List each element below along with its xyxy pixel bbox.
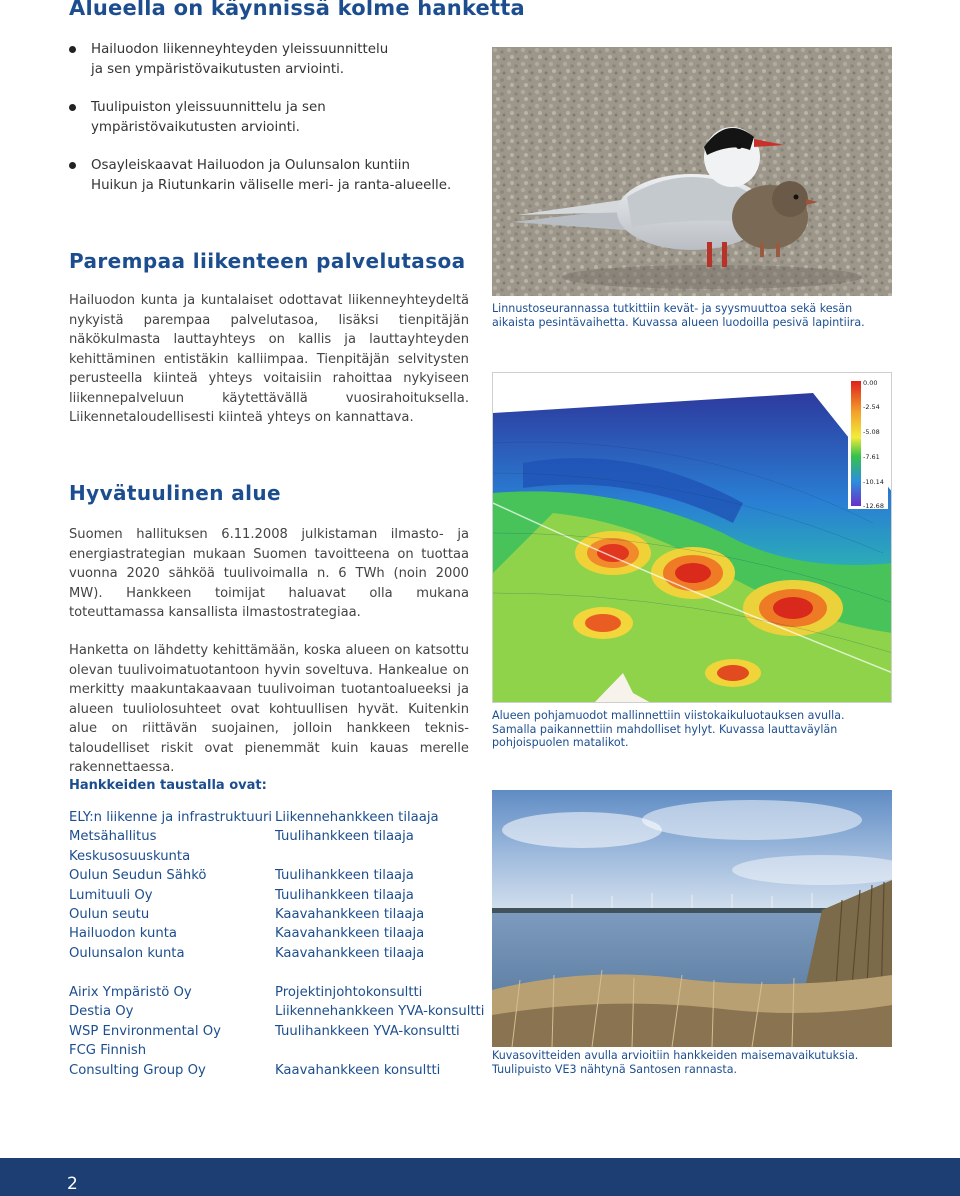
consultant-role-item: Kaavahankkeen konsultti <box>275 1062 441 1078</box>
legend-tick-label: -12.68 <box>863 502 884 510</box>
role-item: Kaavahankkeen tilaaja <box>275 945 425 961</box>
background-heading: Hankkeiden taustalla ovat: <box>69 778 267 793</box>
list-item: Hailuodon liikenneyhteyden yleissuunnittelu ja sen ympäristövaikutusten arviointi. <box>69 40 469 80</box>
tern-photo <box>492 47 892 296</box>
role-item: Kaavahankkeen tilaaja <box>275 906 425 922</box>
terrain-model-image <box>492 372 892 703</box>
legend-tick-label: -7.61 <box>863 453 880 461</box>
page-number: 2 <box>67 1174 78 1194</box>
consultant-role-list <box>275 983 484 1080</box>
shore-caption: Kuvasovitteiden avulla arvioitiin hankkeiden maisemavaikutuksia. Tuulipuisto VE3 nähtynä Santosen rannasta. <box>492 1049 859 1076</box>
consultant-role-item: Projektinjohtokonsultti <box>275 985 423 1000</box>
role-item: Kaavahankkeen tilaaja <box>275 926 425 942</box>
consultant-list <box>69 983 221 1080</box>
organization-item: Oulunsalon kunta <box>69 945 185 961</box>
consultant-item: Consulting Group Oy <box>69 1062 206 1078</box>
organization-item: Oulun seutu <box>69 906 150 922</box>
consultant-item: Airix Ympäristö Oy <box>69 985 192 1000</box>
organization-item: Keskusosuuskunta <box>69 848 191 864</box>
organization-item: Metsähallitus <box>69 829 157 845</box>
terrain-caption: Alueen pohjamuodot mallinnettiin viistokaikuluotauksen avulla. Samalla paikannettiin mahdolliset hylyt. Kuvassa lauttaväylän pohjoispuolen matalikot. <box>492 709 845 749</box>
bullet-icon <box>69 162 76 169</box>
role-list <box>275 808 439 963</box>
terrain-model-graphic <box>493 373 892 703</box>
organization-item: Hailuodon kunta <box>69 926 177 942</box>
consultant-item: Destia Oy <box>69 1004 134 1020</box>
wind-paragraph-2: Hanketta on lähdetty kehittämään, koska alueen on katsottu olevan tuulivoimatuotantoon hyvin soveltuva. Hankealue on merkitty maakuntakaavaan tuulivoiman tuotantoalueeksi ja alueen tuuliolosuhteet ovat kohtuullisen hyvät. Kuitenkin alue on riittävän suojainen, jolloin hankkeen teknis-taloudelliset riskit ovat pienemmät kuin kauas merelle rakennettaessa. <box>69 643 469 775</box>
legend-tick-label: -2.54 <box>863 403 880 411</box>
list-item: Osayleiskaavat Hailuodon ja Oulunsalon kuntiin Huikun ja Riutunkarin väliselle meri- ja ranta-alueelle. <box>69 156 469 196</box>
role-item <box>275 847 439 866</box>
role-item: Liikennehankkeen tilaaja <box>275 810 439 825</box>
consultant-role-item: Tuulihankkeen YVA-konsultti <box>275 1023 460 1039</box>
role-item: Tuulihankkeen tilaaja <box>275 868 414 884</box>
consultant-item: FCG Finnish <box>69 1043 147 1059</box>
role-item: Tuulihankkeen tilaaja <box>275 887 414 903</box>
legend-tick-label: -5.08 <box>863 428 880 436</box>
organization-item: ELY:n liikenne ja infrastruktuuri <box>69 810 273 825</box>
tern-photo-image <box>492 47 892 296</box>
shore-photo <box>492 790 892 1047</box>
shore-photo-image <box>492 790 892 1047</box>
tern-caption: Linnustoseurannassa tutkittiin kevät- ja syysmuuttoa sekä kesän aikaista pesintävaihetta. Kuvassa alueen luodoilla pesivä lapintiira. <box>492 302 865 329</box>
consultant-role-item: Liikennehankkeen YVA-konsultti <box>275 1004 485 1020</box>
organization-list <box>69 808 272 963</box>
bullet-icon <box>69 46 76 53</box>
page-footer <box>0 1158 960 1196</box>
project-list <box>69 40 469 214</box>
role-item: Tuulihankkeen tilaaja <box>275 829 414 845</box>
section-title-projects: Alueella on käynnissä kolme hanketta <box>69 0 525 20</box>
organization-item: Oulun Seudun Sähkö <box>69 868 207 884</box>
consultant-role-item <box>275 1041 484 1060</box>
section-title-wind: Hyvätuulinen alue <box>69 481 282 505</box>
legend-tick-label: 0.00 <box>863 379 878 387</box>
legend-tick-label: -10.14 <box>863 478 884 486</box>
service-paragraph: Hailuodon kunta ja kuntalaiset odottavat liikenneyhteydeltä nykyistä parempaa palvelutasoa, lisäksi tienpitäjän näkökulmasta lauttayhteys on kallis ja lauttayhteyden kehittäminen entistäkin kalliimpaa. Tienpitäjän selvitysten perusteella kiinteä yhteys voitaisiin rahoittaa nykyiseen liikennepalveluun käytettävällä vuosirahoituksella. Liikennetaloudellisesti kiinteä yhteys on kannattava. <box>69 293 469 425</box>
list-item: Tuulipuiston yleissuunnittelu ja sen ympäristövaikutusten arviointi. <box>69 98 469 138</box>
section-title-service: Parempaa liikenteen palvelutasoa <box>69 249 466 273</box>
organization-item: Lumituuli Oy <box>69 887 153 903</box>
wind-paragraph-1: Suomen hallituksen 6.11.2008 julkistaman ilmasto- ja energiastrategian mukaan Suomen tavoitteena on tuottaa vuonna 2020 sähköä tuulivoimalla n. 6 TWh (noin 2000 MW). Hankkeen toimijat haluavat olla mukana toteuttamassa kansallista ilmastostrategiaa. <box>69 527 469 620</box>
consultant-item: WSP Environmental Oy <box>69 1023 221 1039</box>
bullet-icon <box>69 104 76 111</box>
